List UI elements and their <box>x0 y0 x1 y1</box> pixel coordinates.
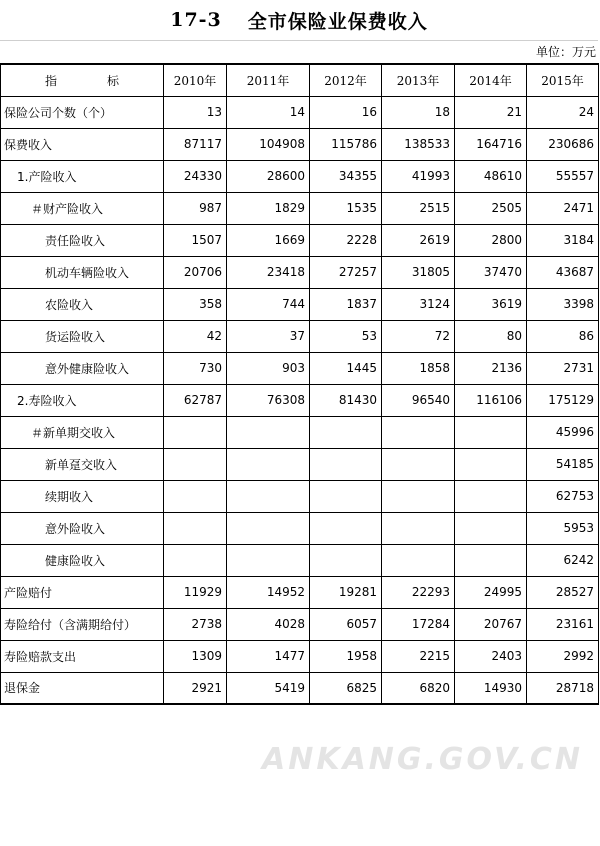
value-cell <box>164 448 227 480</box>
value-cell: 54185 <box>527 448 599 480</box>
value-cell: 20767 <box>455 608 527 640</box>
value-cell: 80 <box>455 320 527 352</box>
value-cell: 81430 <box>310 384 382 416</box>
site-watermark: ANKANG.GOV.CN <box>262 742 584 777</box>
value-cell: 62787 <box>164 384 227 416</box>
value-cell <box>382 448 455 480</box>
value-cell: 22293 <box>382 576 455 608</box>
value-cell: 24330 <box>164 160 227 192</box>
value-cell: 115786 <box>310 128 382 160</box>
value-cell: 2403 <box>455 640 527 672</box>
value-cell: 96540 <box>382 384 455 416</box>
row-label: 责任险收入 <box>1 224 164 256</box>
value-cell <box>164 512 227 544</box>
value-cell <box>227 448 310 480</box>
value-cell: 1477 <box>227 640 310 672</box>
table-row <box>1 512 599 544</box>
value-cell: 48610 <box>455 160 527 192</box>
value-cell: 16 <box>310 96 382 128</box>
value-cell <box>455 480 527 512</box>
value-cell: 1309 <box>164 640 227 672</box>
value-cell <box>310 448 382 480</box>
value-cell: 6057 <box>310 608 382 640</box>
row-label: 续期收入 <box>1 480 164 512</box>
value-cell: 2738 <box>164 608 227 640</box>
value-cell: 55557 <box>527 160 599 192</box>
value-cell: 24995 <box>455 576 527 608</box>
insurance-premium-table <box>0 63 599 705</box>
row-label: 农险收入 <box>1 288 164 320</box>
value-cell: 104908 <box>227 128 310 160</box>
table-row <box>1 672 599 704</box>
value-cell <box>310 544 382 576</box>
value-cell: 21 <box>455 96 527 128</box>
table-row <box>1 192 599 224</box>
table-row <box>1 640 599 672</box>
value-cell: 37470 <box>455 256 527 288</box>
value-cell: 1535 <box>310 192 382 224</box>
value-cell: 45996 <box>527 416 599 448</box>
value-cell: 76308 <box>227 384 310 416</box>
value-cell <box>164 544 227 576</box>
value-cell: 18 <box>382 96 455 128</box>
year-header: 2013年 <box>382 64 455 96</box>
value-cell: 3619 <box>455 288 527 320</box>
value-cell: 28600 <box>227 160 310 192</box>
value-cell <box>164 416 227 448</box>
value-cell <box>382 416 455 448</box>
value-cell <box>382 512 455 544</box>
value-cell: 31805 <box>382 256 455 288</box>
row-label: 健康险收入 <box>1 544 164 576</box>
row-label: 退保金 <box>1 672 164 704</box>
table-row <box>1 576 599 608</box>
value-cell: 744 <box>227 288 310 320</box>
value-cell <box>227 416 310 448</box>
value-cell: 2136 <box>455 352 527 384</box>
value-cell: 5419 <box>227 672 310 704</box>
value-cell: 42 <box>164 320 227 352</box>
value-cell: 13 <box>164 96 227 128</box>
value-cell: 2992 <box>527 640 599 672</box>
value-cell: 23161 <box>527 608 599 640</box>
table-number: 17-3 <box>170 9 222 31</box>
value-cell: 987 <box>164 192 227 224</box>
table-row <box>1 384 599 416</box>
value-cell: 87117 <box>164 128 227 160</box>
year-header: 2014年 <box>455 64 527 96</box>
row-label: 1.产险收入 <box>1 160 164 192</box>
value-cell <box>455 416 527 448</box>
value-cell: 1837 <box>310 288 382 320</box>
indicator-header: 指 标 <box>1 64 164 96</box>
value-cell: 41993 <box>382 160 455 192</box>
table-row <box>1 608 599 640</box>
value-cell <box>227 480 310 512</box>
value-cell: 27257 <box>310 256 382 288</box>
year-header: 2012年 <box>310 64 382 96</box>
unit-label: 单位：万元 <box>535 45 596 59</box>
value-cell: 230686 <box>527 128 599 160</box>
value-cell: 37 <box>227 320 310 352</box>
row-label: 意外险收入 <box>1 512 164 544</box>
table-row <box>1 320 599 352</box>
value-cell: 24 <box>527 96 599 128</box>
value-cell: 903 <box>227 352 310 384</box>
value-cell: 164716 <box>455 128 527 160</box>
value-cell: 17284 <box>382 608 455 640</box>
value-cell <box>455 512 527 544</box>
row-label: 意外健康险收入 <box>1 352 164 384</box>
row-label: ＃财产险收入 <box>1 192 164 224</box>
table-row <box>1 480 599 512</box>
value-cell: 43687 <box>527 256 599 288</box>
row-label: ＃新单期交收入 <box>1 416 164 448</box>
table-row <box>1 96 599 128</box>
value-cell: 34355 <box>310 160 382 192</box>
header-row <box>1 64 599 96</box>
value-cell <box>227 544 310 576</box>
value-cell: 2731 <box>527 352 599 384</box>
value-cell: 2800 <box>455 224 527 256</box>
value-cell <box>455 448 527 480</box>
table-row <box>1 288 599 320</box>
value-cell <box>310 512 382 544</box>
value-cell: 23418 <box>227 256 310 288</box>
value-cell: 1507 <box>164 224 227 256</box>
table-row <box>1 128 599 160</box>
row-label: 新单趸交收入 <box>1 448 164 480</box>
value-cell: 358 <box>164 288 227 320</box>
row-label: 货运险收入 <box>1 320 164 352</box>
value-cell: 3184 <box>527 224 599 256</box>
value-cell: 1958 <box>310 640 382 672</box>
value-cell: 4028 <box>227 608 310 640</box>
row-label: 产险赔付 <box>1 576 164 608</box>
value-cell <box>227 512 310 544</box>
year-header: 2015年 <box>527 64 599 96</box>
value-cell: 1829 <box>227 192 310 224</box>
table-row <box>1 448 599 480</box>
value-cell: 2515 <box>382 192 455 224</box>
value-cell <box>382 544 455 576</box>
table-title: 全市保险业保费收入 <box>247 10 428 33</box>
value-cell: 5953 <box>527 512 599 544</box>
value-cell: 14 <box>227 96 310 128</box>
table-row <box>1 256 599 288</box>
value-cell: 3398 <box>527 288 599 320</box>
value-cell <box>310 480 382 512</box>
value-cell <box>382 480 455 512</box>
table-row <box>1 544 599 576</box>
value-cell: 2471 <box>527 192 599 224</box>
value-cell: 2619 <box>382 224 455 256</box>
value-cell: 1669 <box>227 224 310 256</box>
year-header: 2010年 <box>164 64 227 96</box>
table-row <box>1 352 599 384</box>
value-cell: 2215 <box>382 640 455 672</box>
year-header: 2011年 <box>227 64 310 96</box>
table-row <box>1 224 599 256</box>
value-cell: 28718 <box>527 672 599 704</box>
row-label: 寿险赔款支出 <box>1 640 164 672</box>
value-cell: 86 <box>527 320 599 352</box>
row-label: 2.寿险收入 <box>1 384 164 416</box>
value-cell <box>455 544 527 576</box>
page-title <box>0 0 598 41</box>
value-cell: 1445 <box>310 352 382 384</box>
value-cell: 116106 <box>455 384 527 416</box>
value-cell: 20706 <box>164 256 227 288</box>
value-cell: 6825 <box>310 672 382 704</box>
value-cell: 72 <box>382 320 455 352</box>
value-cell: 11929 <box>164 576 227 608</box>
value-cell: 1858 <box>382 352 455 384</box>
value-cell: 28527 <box>527 576 599 608</box>
value-cell: 3124 <box>382 288 455 320</box>
value-cell: 175129 <box>527 384 599 416</box>
value-cell: 62753 <box>527 480 599 512</box>
row-label: 机动车辆险收入 <box>1 256 164 288</box>
value-cell <box>310 416 382 448</box>
value-cell: 2505 <box>455 192 527 224</box>
value-cell: 138533 <box>382 128 455 160</box>
value-cell: 730 <box>164 352 227 384</box>
value-cell: 14952 <box>227 576 310 608</box>
value-cell: 6820 <box>382 672 455 704</box>
row-label: 保费收入 <box>1 128 164 160</box>
value-cell <box>164 480 227 512</box>
value-cell: 14930 <box>455 672 527 704</box>
value-cell: 6242 <box>527 544 599 576</box>
value-cell: 53 <box>310 320 382 352</box>
table-row <box>1 416 599 448</box>
row-label: 保险公司个数（个） <box>1 96 164 128</box>
row-label: 寿险给付（含满期给付） <box>1 608 164 640</box>
table-row <box>1 160 599 192</box>
value-cell: 2228 <box>310 224 382 256</box>
value-cell: 2921 <box>164 672 227 704</box>
value-cell: 19281 <box>310 576 382 608</box>
